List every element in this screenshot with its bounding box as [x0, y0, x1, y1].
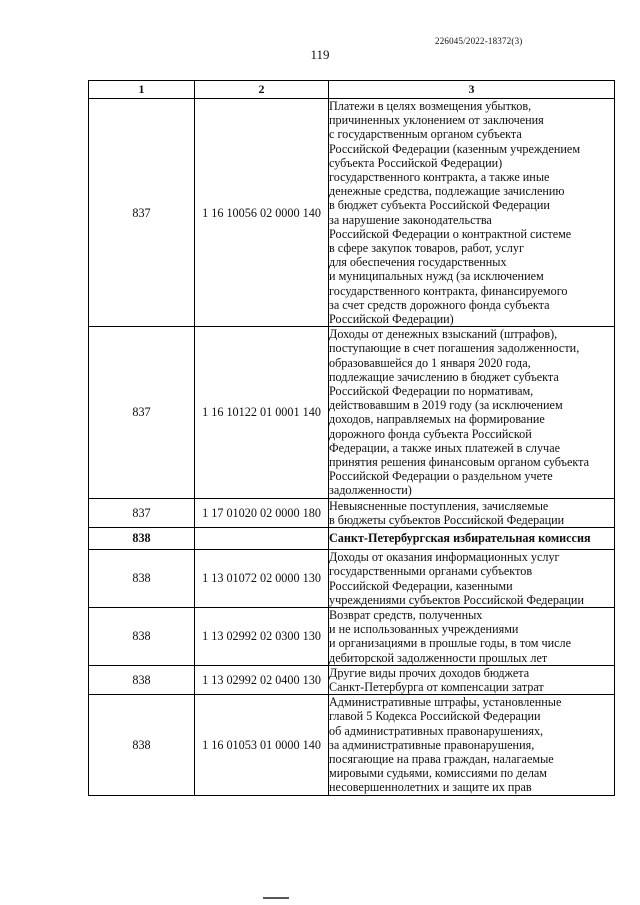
- description-line: Российской Федерации о раздельном учете: [329, 469, 553, 484]
- description-line: в бюджет субъекта Российской Федерации: [329, 198, 550, 213]
- admin-code-cell: 837: [89, 498, 195, 527]
- description-line: несовершеннолетних и защите их прав: [329, 780, 532, 795]
- description-line: в сфере закупок товаров, работ, услуг: [329, 241, 524, 256]
- description-line: доходов, направляемых на формирование: [329, 412, 545, 427]
- description-cell: [329, 498, 615, 527]
- description-line: для обеспечения государственных: [329, 255, 507, 270]
- description-line: Невыясненные поступления, зачисляемые: [329, 498, 549, 513]
- description-line: действовавшим в 2019 году (за исключением: [329, 398, 563, 413]
- description-line: Российской Федерации): [329, 312, 454, 327]
- description-cell: [329, 327, 615, 498]
- description-line: Санкт-Петербургская избирательная комиссия: [329, 531, 591, 546]
- description-line: и организациями в прошлые годы, в том числе: [329, 636, 572, 651]
- description-line: учреждениями субъектов Российской Федерации: [329, 592, 584, 607]
- description-line: об административных правонарушениях,: [329, 723, 544, 738]
- admin-code-cell: 838: [89, 550, 195, 608]
- admin-code-cell: 838: [89, 528, 195, 550]
- description-line: за счет средств дорожного фонда субъекта: [329, 297, 550, 312]
- document-id: 226045/2022-18372(3): [435, 36, 523, 46]
- description-line: субъекта Российской Федерации): [329, 155, 503, 170]
- description-line: поступающие в счет погашения задолженности,: [329, 341, 580, 356]
- description-line: денежные средства, подлежащие зачислению: [329, 184, 565, 199]
- table-header-row: [89, 81, 615, 99]
- description-line: принятия решения финансовым органом субъекта: [329, 455, 590, 470]
- page-number: 119: [310, 47, 330, 62]
- description-line: задолженности): [329, 483, 412, 498]
- description-line: образовавшейся до 1 января 2020 года,: [329, 355, 531, 370]
- admin-code-cell: 837: [89, 99, 195, 327]
- description-cell: [329, 607, 615, 665]
- section-row: [89, 528, 615, 550]
- revenue-code-cell: 1 16 10122 01 0001 140: [195, 327, 329, 498]
- revenue-code-cell: 1 13 02992 02 0400 130: [195, 665, 329, 694]
- description-line: и не использованных учреждениями: [329, 622, 519, 637]
- description-line: в бюджеты субъектов Российской Федерации: [329, 512, 565, 527]
- description-line: Доходы от денежных взысканий (штрафов),: [329, 327, 558, 342]
- column-header-2: 2: [195, 81, 329, 99]
- description-line: посягающие на права граждан, налагаемые: [329, 751, 554, 766]
- revenue-code-cell: 1 17 01020 02 0000 180: [195, 498, 329, 527]
- description-cell: [329, 550, 615, 608]
- description-line: Административные штрафы, установленные: [329, 695, 562, 710]
- table-row: [89, 665, 615, 694]
- revenue-code-cell: 1 13 01072 02 0000 130: [195, 550, 329, 608]
- revenue-code-cell: 1 16 01053 01 0000 140: [195, 695, 329, 795]
- description-line: Российской Федерации, казенными: [329, 578, 513, 593]
- section-title-cell: [329, 528, 615, 550]
- table-row: [89, 607, 615, 665]
- admin-code-cell: 837: [89, 327, 195, 498]
- description-line: государственного контракта, а также иные: [329, 170, 550, 185]
- description-line: главой 5 Кодекса Российской Федерации: [329, 709, 541, 724]
- description-line: Федерации, а также иных платежей в случае: [329, 440, 561, 455]
- description-line: Российской Федерации (казенным учреждением: [329, 141, 581, 156]
- table-row: [89, 550, 615, 608]
- admin-code-cell: 838: [89, 665, 195, 694]
- table-row: [89, 498, 615, 527]
- footer-mark: [263, 897, 289, 899]
- description-line: дебиторской задолженности прошлых лет: [329, 650, 548, 665]
- description-line: мировыми судьями, комиссиями по делам: [329, 766, 548, 781]
- table-row: [89, 327, 615, 498]
- column-header-1: 1: [89, 81, 195, 99]
- description-line: за нарушение законодательства: [329, 212, 492, 227]
- description-line: государственного контракта, финансируемого: [329, 283, 568, 298]
- revenue-code-cell: 1 13 02992 02 0300 130: [195, 607, 329, 665]
- description-line: за административные правонарушения,: [329, 737, 535, 752]
- description-line: Санкт-Петербурга от компенсации затрат: [329, 679, 544, 694]
- description-line: дорожного фонда субъекта Российской: [329, 426, 532, 441]
- table-row: [89, 99, 615, 327]
- description-line: Российской Федерации о контрактной системе: [329, 226, 572, 241]
- description-line: подлежащие зачислению в бюджет субъекта: [329, 369, 559, 384]
- description-line: Российской Федерации по нормативам,: [329, 384, 534, 399]
- description-line: Платежи в целях возмещения убытков,: [329, 99, 532, 113]
- description-cell: [329, 695, 615, 795]
- description-line: с государственным органом субъекта: [329, 127, 522, 142]
- table-row: [89, 695, 615, 795]
- description-cell: [329, 665, 615, 694]
- description-line: Другие виды прочих доходов бюджета: [329, 665, 530, 680]
- budget-codes-table: [88, 80, 615, 796]
- description-line: и муниципальных нужд (за исключением: [329, 269, 544, 284]
- column-header-3: 3: [329, 81, 615, 99]
- revenue-code-cell: 1 16 10056 02 0000 140: [195, 99, 329, 327]
- admin-code-cell: 838: [89, 695, 195, 795]
- description-cell: [329, 99, 615, 327]
- description-line: Возврат средств, полученных: [329, 607, 483, 622]
- description-line: причиненных уклонением от заключения: [329, 113, 544, 128]
- description-line: Доходы от оказания информационных услуг: [329, 550, 560, 565]
- admin-code-cell: 838: [89, 607, 195, 665]
- description-line: государственными органами субъектов: [329, 564, 533, 579]
- revenue-code-cell: [195, 528, 329, 550]
